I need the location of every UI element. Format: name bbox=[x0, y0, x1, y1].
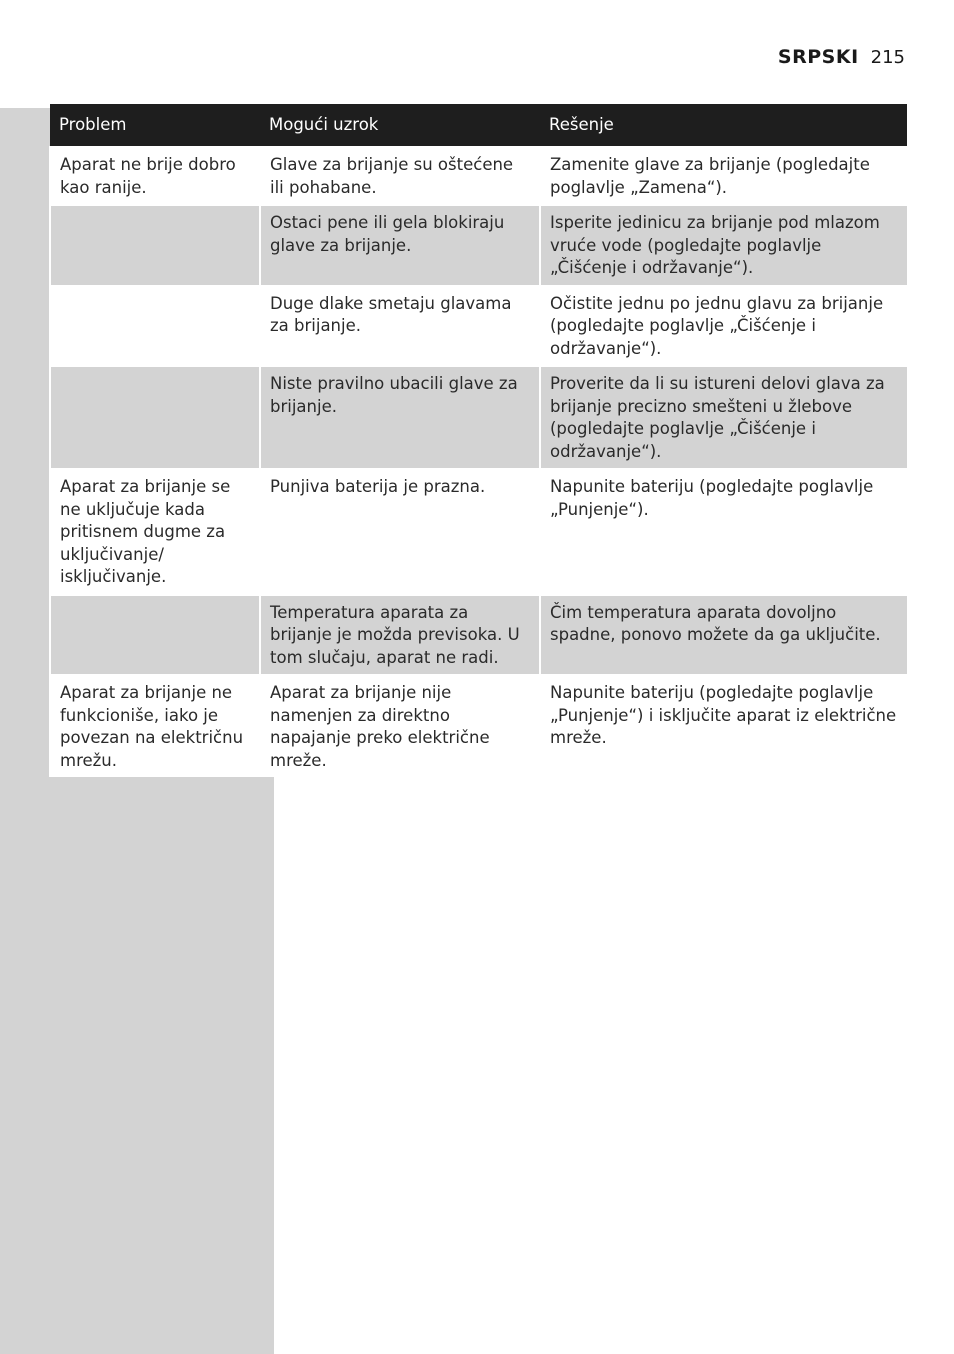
problem-cell bbox=[50, 205, 260, 286]
solution-cell: Proverite da li su istureni delovi glava za brijanje precizno smešteni u žlebove (pogledajte poglavlje „Čišćenje i održavanje“). bbox=[540, 366, 907, 469]
table-row bbox=[50, 595, 907, 676]
solution-cell: Isperite jedinicu za brijanje pod mlazom vruće vode (pogledajte poglavlje „Čišćenje i održavanje“). bbox=[540, 205, 907, 286]
page-number: 215 bbox=[870, 47, 905, 68]
cause-cell: Niste pravilno ubacili glave za brijanje. bbox=[260, 366, 540, 469]
table-row bbox=[50, 205, 907, 286]
cause-cell: Punjiva baterija je prazna. bbox=[260, 469, 540, 595]
table-row bbox=[50, 147, 907, 205]
table-header-row bbox=[50, 104, 907, 147]
table-row bbox=[50, 366, 907, 469]
column-header-solution: Rešenje bbox=[540, 104, 907, 147]
cause-cell: Duge dlake smetaju glavama za brijanje. bbox=[260, 286, 540, 367]
solution-cell: Napunite bateriju (pogledajte poglavlje „Punjenje“). bbox=[540, 469, 907, 595]
problem-cell bbox=[50, 366, 260, 469]
table-row bbox=[50, 469, 907, 595]
problem-cell bbox=[50, 286, 260, 367]
cause-cell: Ostaci pene ili gela blokiraju glave za brijanje. bbox=[260, 205, 540, 286]
solution-cell: Napunite bateriju (pogledajte poglavlje „Punjenje“) i isključite aparat iz električne mreže. bbox=[540, 675, 907, 777]
problem-cell: Aparat za brijanje ne funkcioniše, iako je povezan na električnu mrežu. bbox=[50, 675, 260, 777]
problem-cell: Aparat ne brije dobro kao ranije. bbox=[50, 147, 260, 205]
solution-cell: Očistite jednu po jednu glavu za brijanje (pogledajte poglavlje „Čišćenje i održavanje“). bbox=[540, 286, 907, 367]
page-header bbox=[778, 46, 905, 68]
column-header-cause: Mogući uzrok bbox=[260, 104, 540, 147]
troubleshooting-table bbox=[49, 104, 907, 777]
cause-cell: Temperatura aparata za brijanje je možda previsoka. U tom slučaju, aparat ne radi. bbox=[260, 595, 540, 676]
column-header-problem: Problem bbox=[50, 104, 260, 147]
language-label: SRPSKI bbox=[777, 46, 859, 68]
problem-cell: Aparat za brijanje se ne uključuje kada pritisnem dugme za uključivanje/ isključivanje. bbox=[50, 469, 260, 595]
cause-cell: Glave za brijanje su oštećene ili pohabane. bbox=[260, 147, 540, 205]
problem-cell bbox=[50, 595, 260, 676]
solution-cell: Zamenite glave za brijanje (pogledajte poglavlje „Zamena“). bbox=[540, 147, 907, 205]
cause-cell: Aparat za brijanje nije namenjen za direktno napajanje preko električne mreže. bbox=[260, 675, 540, 777]
table-row bbox=[50, 675, 907, 777]
solution-cell: Čim temperatura aparata dovoljno spadne, ponovo možete da ga uključite. bbox=[540, 595, 907, 676]
table-row bbox=[50, 286, 907, 367]
